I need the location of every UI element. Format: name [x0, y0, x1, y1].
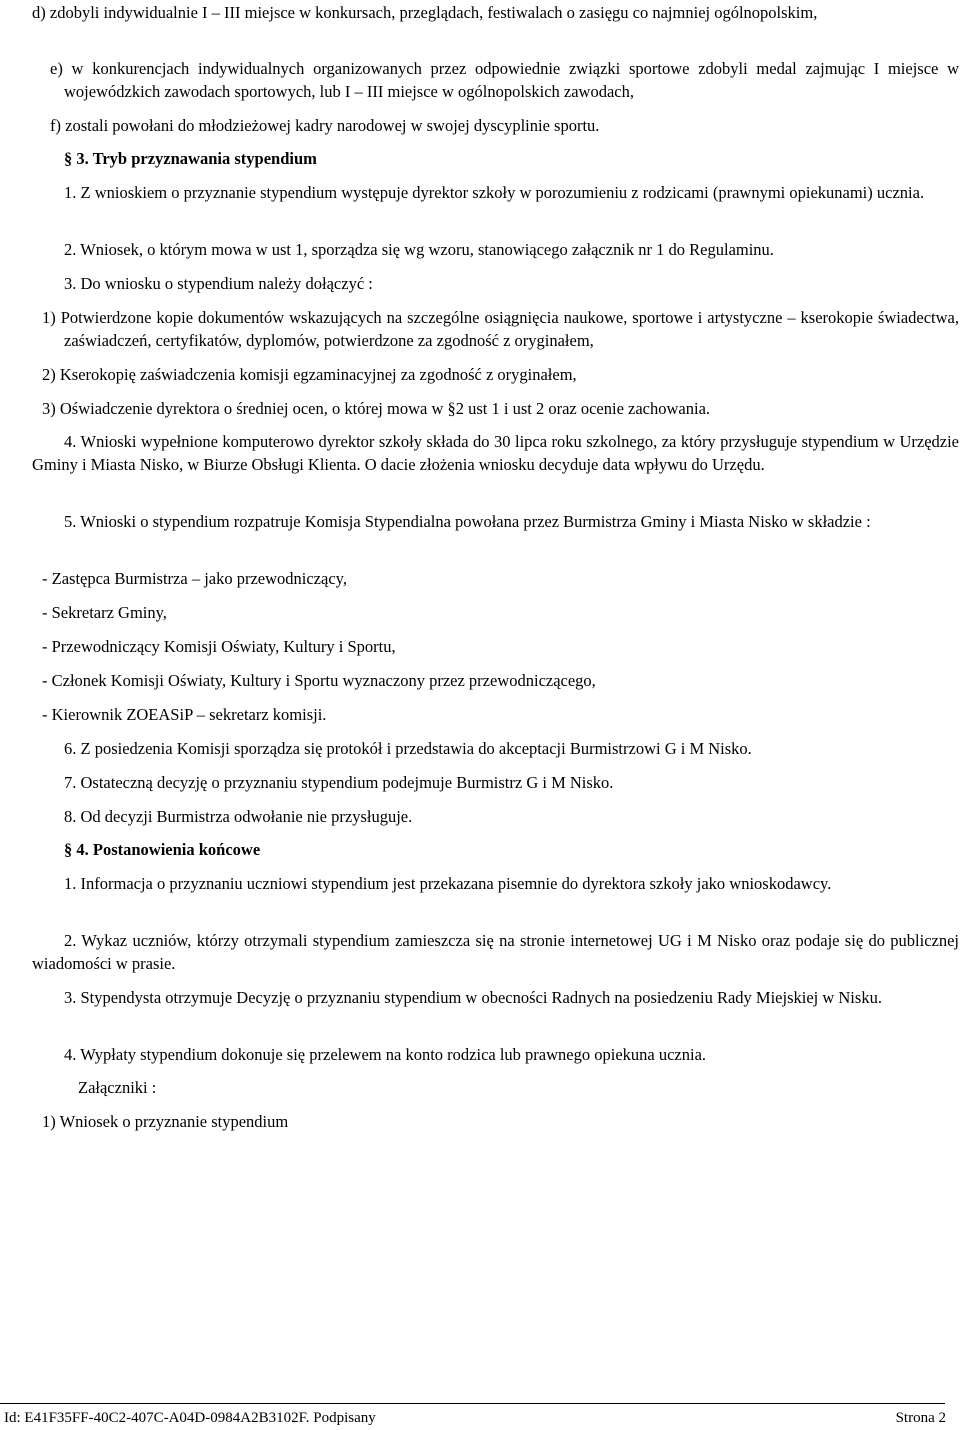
footer-divider: [0, 1403, 945, 1404]
section-4-heading: § 4. Postanowienia końcowe: [64, 840, 261, 859]
section-4-paragraph-2: 2. Wykaz uczniów, którzy otrzymali stypendium zamieszcza się na stronie internetowej UG i M Nisko oraz podaje się do publicznej wiadomości w prasie.: [32, 931, 959, 973]
attachment-item-3: 3) Oświadczenie dyrektora o średniej ocen, o której mowa w §2 ust 1 i ust 2 oraz ocenie zachowania.: [42, 399, 711, 418]
section-3-paragraph-6: 6. Z posiedzenia Komisji sporządza się protokół i przedstawia do akceptacji Burmistrzowi G i M Nisko.: [64, 739, 752, 758]
section-3-heading: § 3. Tryb przyznawania stypendium: [64, 149, 317, 168]
section-3-paragraph-4: 4. Wnioski wypełnione komputerowo dyrektor szkoły składa do 30 lipca roku szkolnego, za który przysługuje stypendium w Urzędzie Gminy i Miasta Nisko, w Biurze Obsługi Klienta. O dacie złożenia wniosku decyduje data wpływu do Urzędu.: [32, 432, 959, 474]
section-3-paragraph-8: 8. Od decyzji Burmistrza odwołanie nie przysługuje.: [64, 807, 413, 826]
section-3-paragraph-5: 5. Wnioski o stypendium rozpatruje Komisja Stypendialna powołana przez Burmistrza Gminy i Miasta Nisko w składzie :: [64, 512, 871, 531]
section-3-paragraph-3: 3. Do wniosku o stypendium należy dołączyć :: [64, 274, 373, 293]
attachment-item-2: 2) Kserokopię zaświadczenia komisji egzaminacyjnej za zgodność z oryginałem,: [42, 365, 577, 384]
section-3-paragraph-2: 2. Wniosek, o którym mowa w ust 1, sporządza się wg wzoru, stanowiącego załącznik nr 1 do Regulaminu.: [64, 240, 774, 259]
annexes-label: Załączniki :: [78, 1078, 157, 1097]
committee-member-1: - Zastępca Burmistrza – jako przewodniczący,: [42, 569, 347, 588]
document-id-footer: Id: E41F35FF-40C2-407C-A04D-0984A2B3102F. Podpisany: [4, 1410, 376, 1426]
page-number: Strona 2: [895, 1410, 946, 1426]
section-3-paragraph-1: 1. Z wnioskiem o przyznanie stypendium występuje dyrektor szkoły w porozumieniu z rodzicami (prawnymi opiekunami) ucznia.: [64, 183, 925, 202]
attachment-item-1: 1) Potwierdzone kopie dokumentów wskazujących na szczególne osiągnięcia naukowe, sportowe i artystyczne – kserokopie świadectwa, zaświadczeń, certyfikatów, dyplomów, potwierdzone za zgodność z oryginałem,: [42, 308, 959, 350]
section-4-paragraph-1: 1. Informacja o przyznaniu uczniowi stypendium jest przekazana pisemnie do dyrektora szkoły jako wnioskodawcy.: [64, 874, 832, 893]
committee-member-2: - Sekretarz Gminy,: [42, 603, 167, 622]
section-4-paragraph-3: 3. Stypendysta otrzymuje Decyzję o przyznaniu stypendium w obecności Radnych na posiedzeniu Rady Miejskiej w Nisku.: [64, 988, 882, 1007]
criterion-item-d: d) zdobyli indywidualnie I – III miejsce w konkursach, przeglądach, festiwalach o zasięgu co najmniej ogólnopolskim,: [32, 3, 818, 22]
annex-item-1: 1) Wniosek o przyznanie stypendium: [42, 1112, 289, 1131]
committee-member-4: - Członek Komisji Oświaty, Kultury i Sportu wyznaczony przez przewodniczącego,: [42, 671, 596, 690]
section-4-paragraph-4: 4. Wypłaty stypendium dokonuje się przelewem na konto rodzica lub prawnego opiekuna ucznia.: [64, 1045, 707, 1064]
committee-member-3: - Przewodniczący Komisji Oświaty, Kultury i Sportu,: [42, 637, 396, 656]
committee-member-5: - Kierownik ZOEASiP – sekretarz komisji.: [42, 705, 327, 724]
criterion-item-e: e) w konkurencjach indywidualnych organizowanych przez odpowiednie związki sportowe zdobyli medal zajmując I miejsce w wojewódzkich zawodach sportowych, lub I – III miejsce w ogólnopolskich zawodach,: [50, 59, 959, 101]
criterion-item-f: f) zostali powołani do młodzieżowej kadry narodowej w swojej dyscyplinie sportu.: [50, 116, 600, 135]
section-3-paragraph-7: 7. Ostateczną decyzję o przyznaniu stypendium podejmuje Burmistrz G i M Nisko.: [64, 773, 614, 792]
